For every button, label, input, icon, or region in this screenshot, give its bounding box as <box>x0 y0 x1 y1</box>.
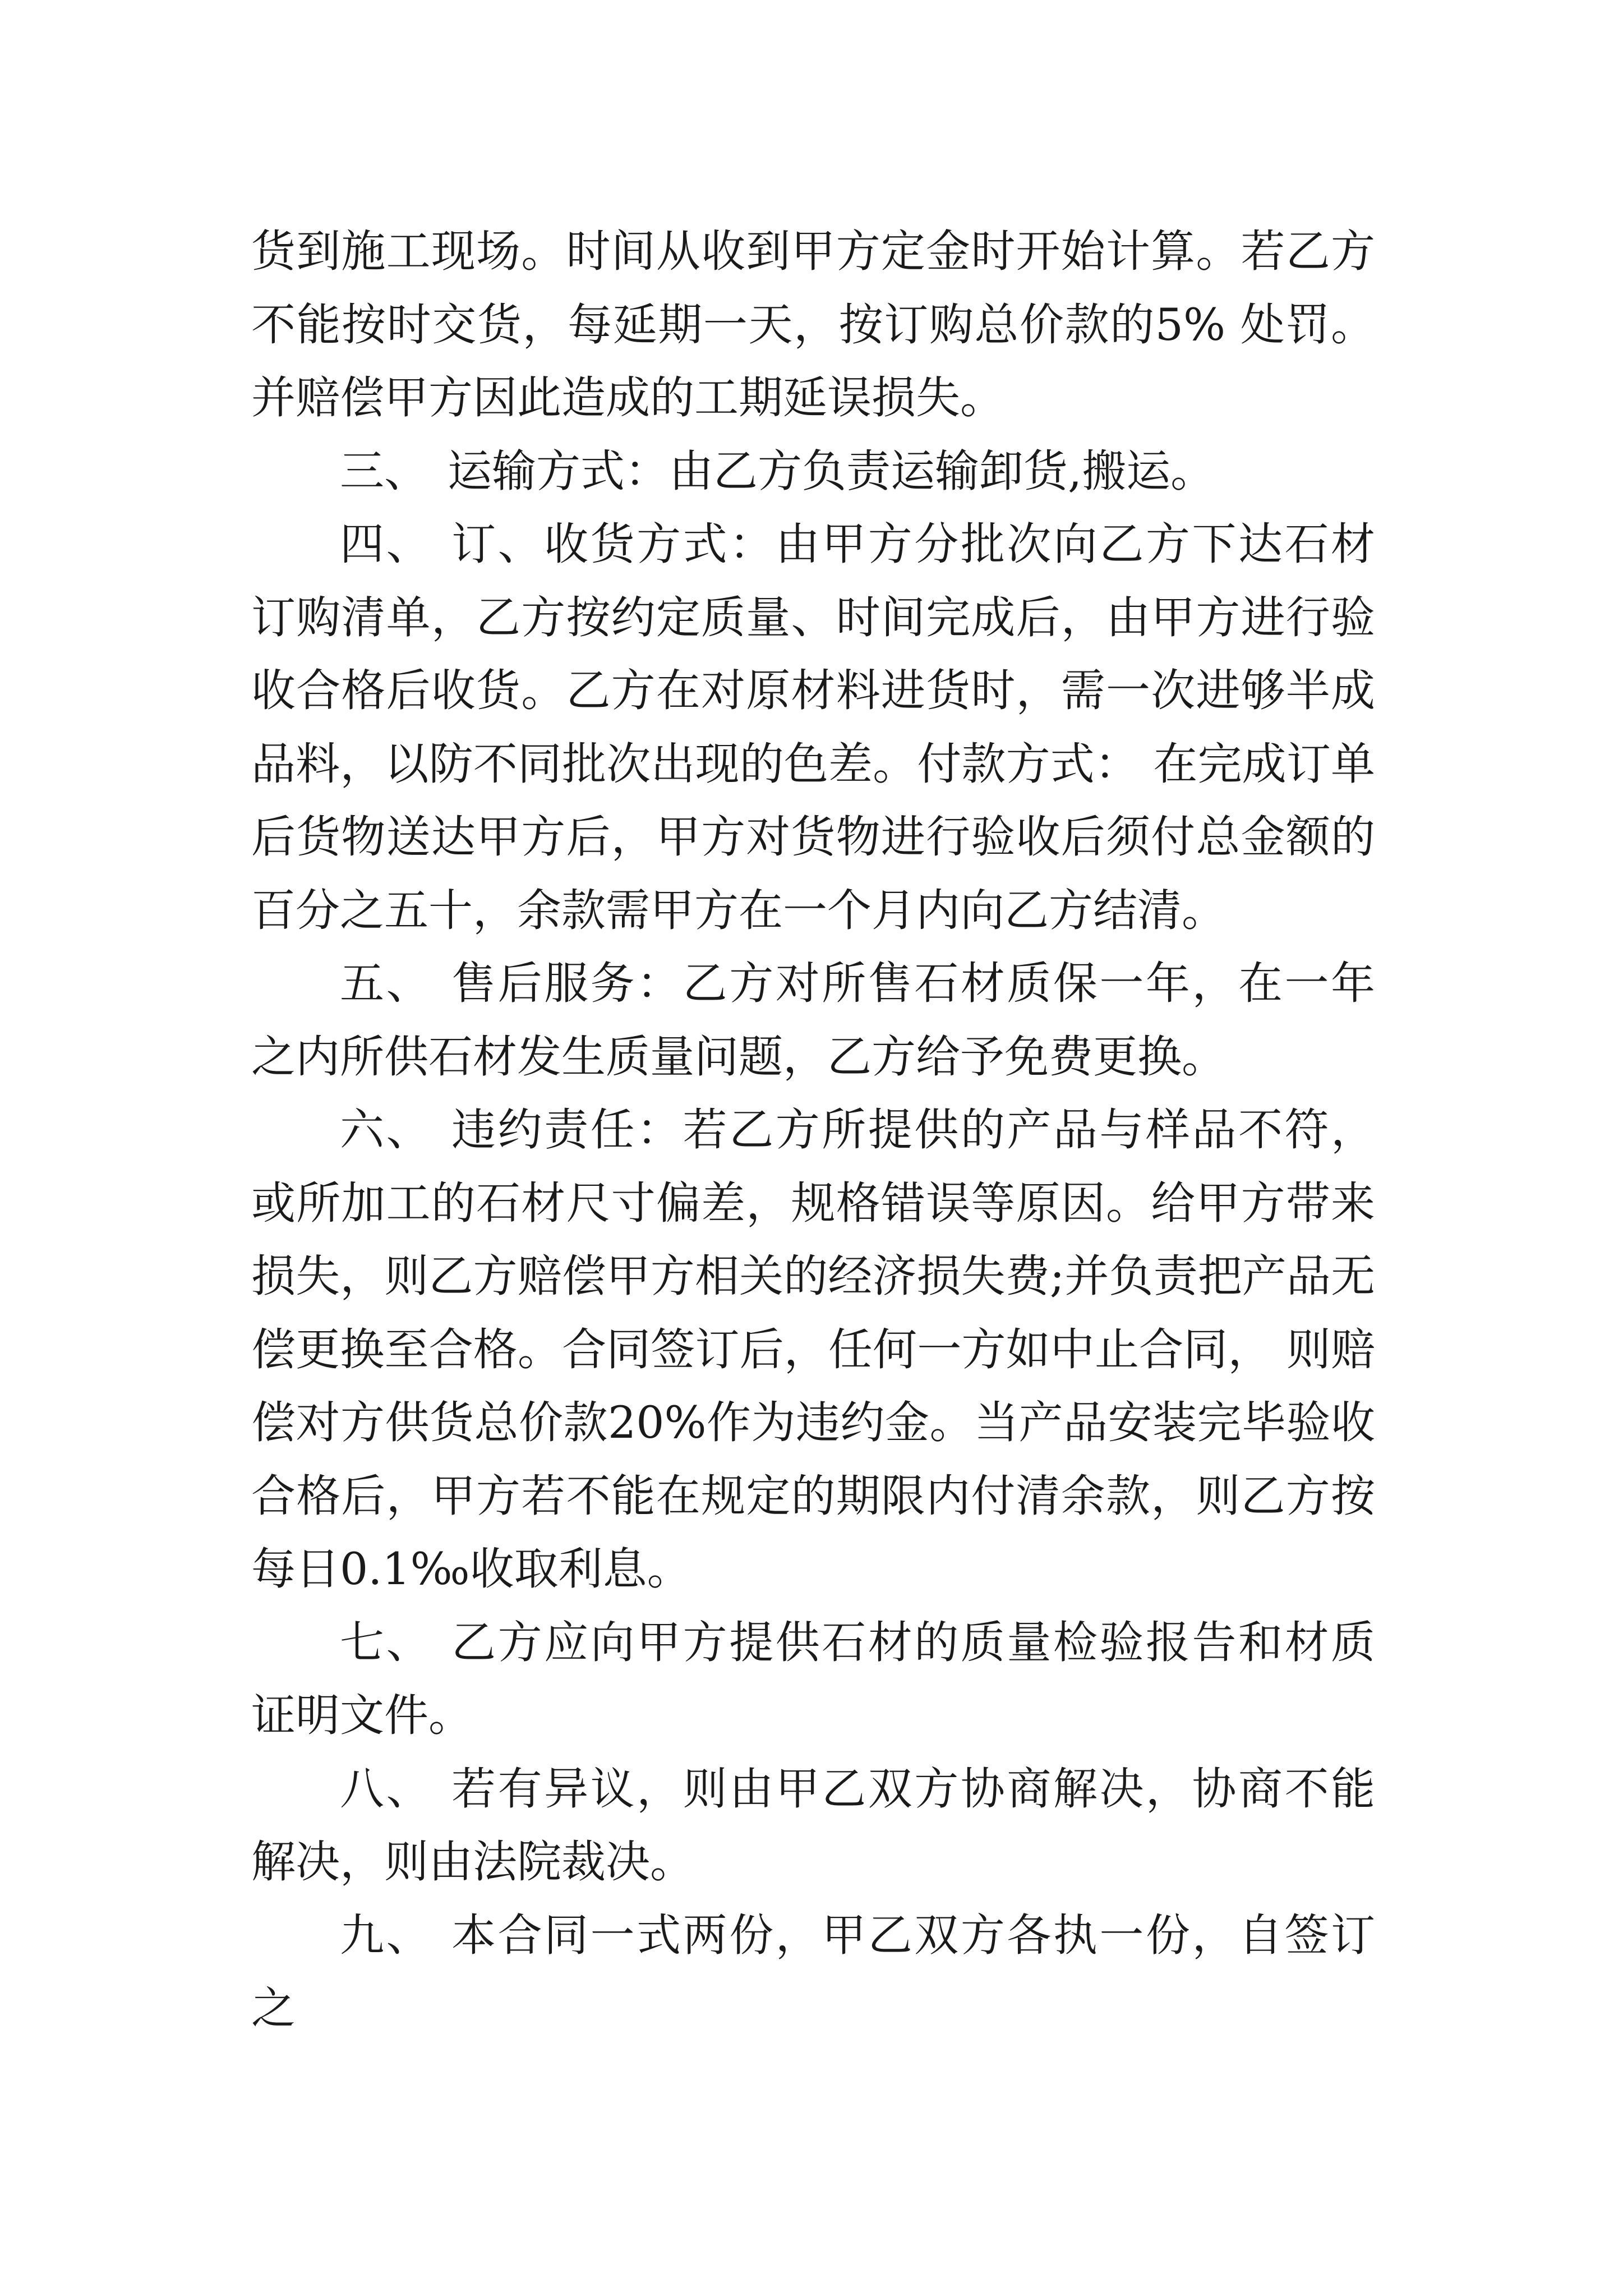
clause-9-copies <box>251 1899 1375 2045</box>
paragraph-delivery-continued <box>251 215 1375 435</box>
paragraph-text: 货到施工现场。时间从收到甲方定金时开始计算。若乙方不能按时交货，每延期一天，按订购总价款的5% 处罚。并赔偿甲方因此造成的工期延误损失。 <box>251 226 1375 424</box>
clause-number: 七、 <box>340 1616 433 1668</box>
clause-number: 六、 <box>340 1104 433 1156</box>
clause-number: 四、 <box>340 518 433 570</box>
clause-6-liability <box>251 1093 1375 1606</box>
clause-text: 若有异议，则由甲乙双方协商解决，协商不能解决，则由法院裁决。 <box>251 1763 1376 1888</box>
clause-3-transport <box>251 435 1375 508</box>
document-body <box>251 215 1375 2045</box>
clause-7-quality-report <box>251 1606 1375 1752</box>
clause-number: 八、 <box>340 1763 433 1815</box>
clause-text: 运输方式：由乙方负责运输卸货,搬运。 <box>448 445 1215 497</box>
clause-text: 本合同一式两份，甲乙双方各执一份，自签订之 <box>251 1909 1376 2034</box>
clause-number: 九、 <box>340 1909 433 1961</box>
clause-text: 订、收货方式：由甲方分批次向乙方下达石材订购清单，乙方按约定质量、时间完成后，由甲方进行验收合格后收货。乙方在对原材料进货时，需一次进够半成品料，以防不同批次出现的色差。付款方式： 在完成订单后货物送达甲方后，甲方对货物进行验收后须付总金额的百分之五十，余款需甲方在一个月内向乙方结清。 <box>251 518 1376 936</box>
clause-5-after-sales <box>251 947 1375 1093</box>
clause-number: 五、 <box>340 958 433 1009</box>
clause-text: 违约责任：若乙方所提供的产品与样品不符，或所加工的石材尺寸偏差，规格错误等原因。给甲方带来损失，则乙方赔偿甲方相关的经济损失费;并负责把产品无偿更换至合格。合同签订后，任何一方如中止合同， 则赔偿对方供货总价款20%作为违约金。当产品安装完毕验收合格后，甲方若不能在规定的期限内付清余款，则乙方按每日0.1‰收取利息。 <box>251 1104 1376 1595</box>
clause-text: 乙方应向甲方提供石材的质量检验报告和材质证明文件。 <box>251 1616 1376 1741</box>
clause-number: 三、 <box>340 445 428 497</box>
clause-text: 售后服务：乙方对所售石材质保一年，在一年之内所供石材发生质量问题，乙方给予免费更换。 <box>251 958 1376 1083</box>
clause-4-ordering-payment <box>251 508 1375 947</box>
clause-8-disputes <box>251 1752 1375 1899</box>
